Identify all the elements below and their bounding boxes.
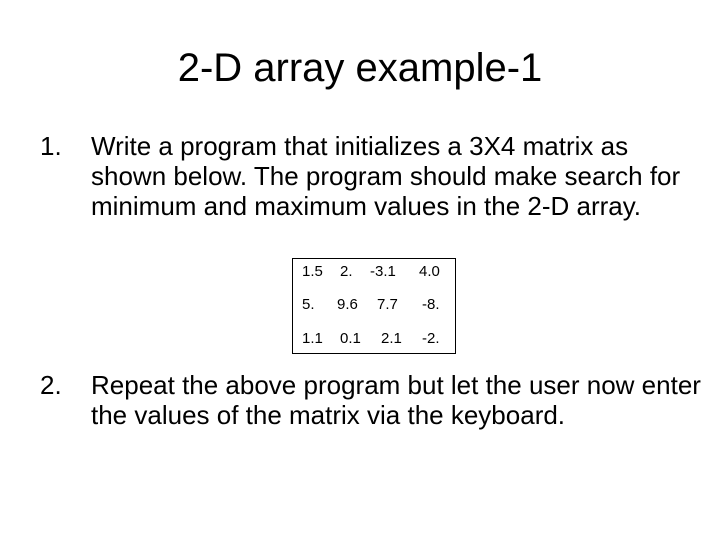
- item-number: 1.: [40, 131, 62, 161]
- matrix-cell: -2.: [422, 330, 440, 347]
- item-text: Write a program that initializes a 3X4 matrix as shown below. The program should make search for minimum and maximum values in the 2-D array.: [91, 131, 681, 221]
- matrix-cell: 0.1: [340, 330, 361, 347]
- matrix-cell: 1.5: [302, 263, 323, 280]
- matrix-cell: 5.: [302, 296, 315, 313]
- matrix-cell: 1.1: [302, 330, 323, 347]
- matrix-cell: 2.: [340, 263, 353, 280]
- matrix-cell: -8.: [422, 296, 440, 313]
- item-number: 2.: [40, 370, 62, 400]
- matrix-cell: -3.1: [370, 263, 396, 280]
- matrix-cell: 2.1: [381, 330, 402, 347]
- matrix-cell: 9.6: [337, 296, 358, 313]
- item-text: Repeat the above program but let the user now enter the values of the matrix via the keyboard.: [91, 370, 701, 430]
- matrix-box: [292, 258, 456, 354]
- matrix-cell: 7.7: [377, 296, 398, 313]
- matrix-cell: 4.0: [419, 263, 440, 280]
- slide-title: 2-D array example-1: [177, 46, 543, 90]
